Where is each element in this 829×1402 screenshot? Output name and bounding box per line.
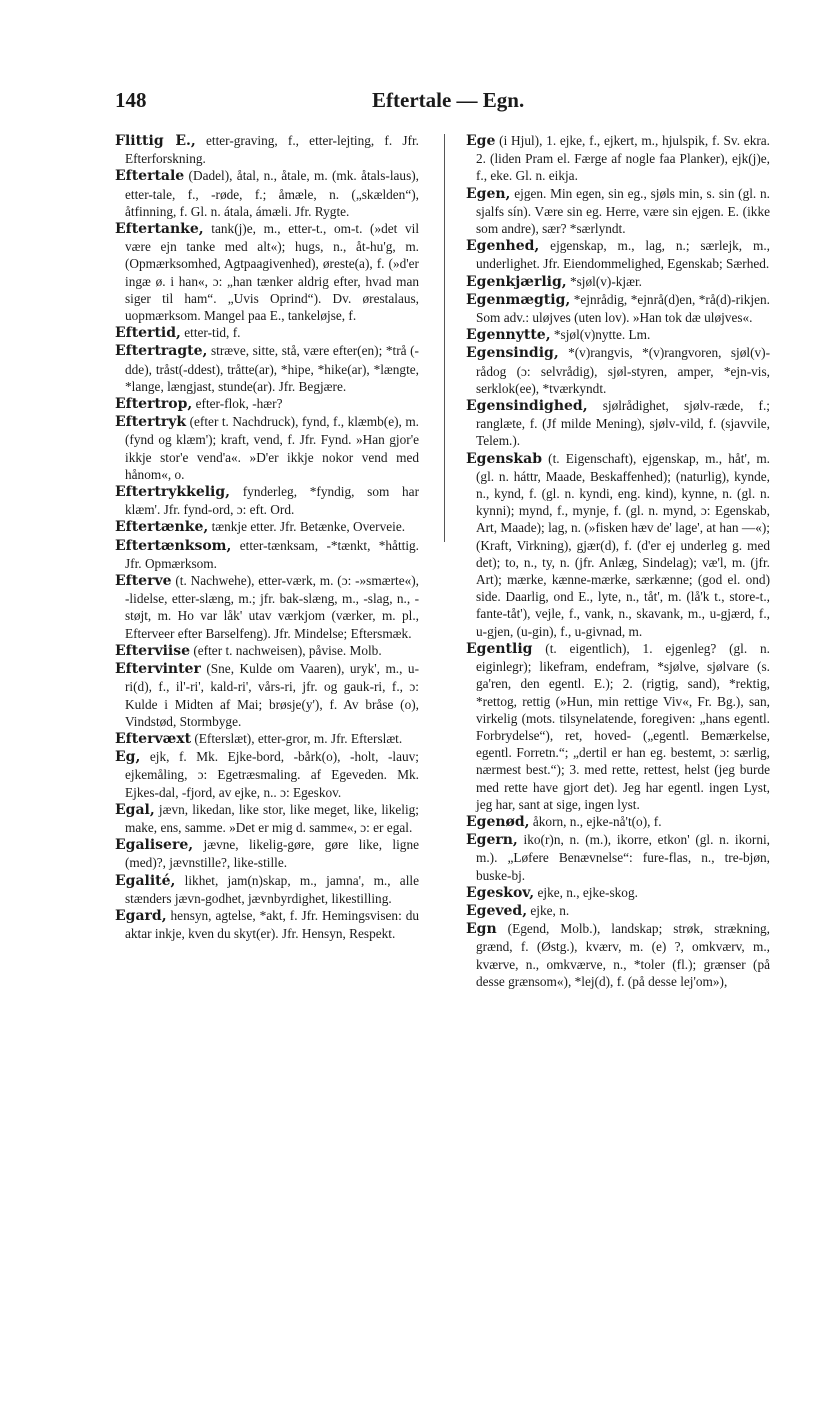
entry-headword: Egensindig,	[466, 345, 559, 362]
dictionary-entry	[466, 884, 770, 902]
entry-headword: Egalité,	[115, 872, 176, 889]
entry-definition: ejgenskap, m., lag, n.; særlejk, m., underlighet. Jfr. Eiendommelighed, Egenskab; Særhed.	[476, 238, 770, 272]
entry-definition: etter-tænksam, -*tænkt, *håttig. Jfr. Opmærksom.	[125, 537, 420, 571]
entry-headword: Eg,	[115, 749, 141, 766]
entry-definition: etter-tid, f.	[184, 325, 241, 341]
page-number: 148	[115, 88, 147, 112]
dictionary-entry	[466, 185, 770, 238]
entry-definition: (efter t. Nachdruck), fynd, f., klæmb(e), m. (fynd og klæm'); kraft, vend, f. Jfr. Fynd. »Han gjor'e ikkje stor'e vend'a«. »D'er ikkje nokor vend med hånom«, o.	[125, 414, 419, 482]
entry-definition: likhet, jam(n)skap, m., jamna', m., alle stænders jævn-godhet, jævnbyrdighet, likestilling.	[125, 872, 419, 906]
entry-headword: Egenkjærlig,	[466, 273, 567, 290]
dictionary-entry	[466, 237, 770, 272]
dictionary-entry	[466, 640, 770, 813]
dictionary-entry	[466, 831, 770, 884]
entry-definition: *ejnrådig, *ejnrå(d)en, *rå(d)-rikjen. Som adv.: uløjves (uten lov). »Han tok dæ uløjves«.	[476, 291, 770, 326]
entry-definition: ejke, n.	[530, 902, 570, 918]
entry-definition: (Efterslæt), etter-gror, m. Jfr. Efterslæt.	[194, 730, 403, 746]
entry-headword: Efterviise	[115, 642, 191, 659]
entry-headword: Eftertale	[115, 168, 185, 185]
entry-definition: (Egend, Molb.), landskap; strøk, strækning, grænd, f. (Østg.), kværv, m. (e) ?, omkværv, m., kværve, n., omkværve, n., *toler (fl.); grænser (på desse grænsom«), *lej(d), f. (på desse lej'om»),	[476, 921, 770, 989]
entry-definition: tank(j)e, m., etter-t., om-t. (»det vil være ejn tanke med alt«); hugs, n., åt-hu'g, m. (Opmærksomhed, Agtpaagivenhed), øreste(a), f. (»d'er ingæ ø. i han«, ɔ: „han tænker aldrig efter, hvad man siger til ham“. „Uvis Oprind“). Dv. ørestalaus, uopmærksom. Mangel paa E., tankeløjse, f.	[125, 221, 420, 324]
entry-definition: åkorn, n., ejke-nå't(o), f.	[532, 813, 662, 829]
dictionary-entry	[115, 342, 419, 395]
dictionary-entry	[115, 537, 419, 572]
entry-definition: ejgen. Min egen, sin eg., sjøls min, s. sin (gl. n. sjalfs sín). Være sin eg. Herre, være sin ejgen. E. (ikke som andre), sær? *særlyndt.	[476, 185, 770, 237]
entry-headword: Egenskab	[466, 450, 542, 467]
entry-headword: Egensindighed,	[466, 398, 588, 415]
dictionary-entry	[115, 730, 419, 748]
dictionary-entry	[115, 132, 419, 167]
dictionary-entry	[115, 413, 419, 483]
dictionary-entry	[115, 518, 419, 536]
entry-definition: (t. Nachwehe), etter-værk, m. (ɔ: -»smærte«), -lidelse, etter-slæng, m.; jfr. bak-slæng, m., -slag, n., -støjt, m. Ho var låk' utav værkjom (værker, m. pl., Efterveer efter Barselfeng). Jfr. Mindelse; Eftersmæk.	[125, 573, 419, 641]
entry-definition: hensyn, agtelse, *akt, f. Jfr. Hemingsvisen: du aktar inkje, kven du skyt(er). Jfr. Hensyn, Respekt.	[125, 907, 420, 942]
dictionary-entry	[115, 642, 419, 660]
entry-headword: Ege	[466, 133, 496, 149]
entry-definition: sjølrådighet, sjølv-ræde, f.; ranglæte, f. (Jf milde Mening), sjølv-vild, f. (sjavvile, Telem.).	[476, 398, 770, 449]
entry-definition: (efter t. nachweisen), påvise. Molb.	[193, 642, 382, 658]
dictionary-entry	[115, 836, 419, 871]
entry-definition: tænkje etter. Jfr. Betænke, Overveie.	[211, 519, 406, 535]
right-column	[466, 132, 770, 990]
entry-definition: (t. Eigenschaft), ejgenskap, m., håt', m. (gl. n. háttr, Maade, Beskaffenhed); (naturlig), kynde, n., kynd, f. (gl. n. kyndi, eng. kind), kynne, n. (gl. n. kynni); mynd, f., mynje, f. (gl. n. mynd, ɔ: Egenskab, Art, Maade); lag, n. (»fisken hæv de' lage', at han —«); (Kraft, Virkning), gjær(d), f. (d'er ej underleg g. med det); to, n., ty, n. (jfr. Anlæg, Sindelag); væ'l, m. (jfr. Art); mærke, kænne-mærke, særkænne; (god el. ond) side. Daarlig, ond E., lyte, n., tåt', m. (lå'k t., store-t., fante-tåt'), vejle, f., vank, n., skavank, m., u-gjærd, f., u-gjen, (u-gin), f., u-givnad, m.	[476, 450, 770, 639]
entry-definition: fynderleg, *fyndig, som har klæm'. Jfr. fynd-ord, ɔ: eft. Ord.	[125, 484, 419, 518]
dictionary-entry	[466, 291, 770, 326]
left-column	[115, 132, 419, 942]
entry-headword: Egen,	[466, 185, 511, 202]
dictionary-entry	[115, 801, 419, 836]
entry-definition: (i Hjul), 1. ejke, f., ejkert, m., hjulspik, f. Sv. ekra. 2. (liden Pram el. Færge af nogle faa Planker), ejk(j)e, f., eke. Gl. n. eikja.	[476, 133, 770, 184]
entry-headword: Egennytte,	[466, 327, 551, 344]
entry-headword: Egenød,	[466, 813, 530, 830]
entry-headword: Eftertrop,	[115, 396, 193, 413]
entry-headword: Egenmægtig,	[466, 291, 571, 308]
dictionary-entry	[466, 273, 770, 291]
entry-headword: Eftertænksom,	[115, 537, 232, 554]
entry-headword: Efterve	[115, 573, 172, 590]
dictionary-entry	[466, 397, 770, 450]
entry-headword: Egeskov,	[466, 884, 535, 901]
entry-headword: Eftertænke,	[115, 519, 209, 536]
entry-headword: Egeved,	[466, 902, 528, 919]
entry-headword: Egal,	[115, 801, 155, 818]
entry-definition: etter-graving, f., etter-lejting, f. Jfr. Efterforskning.	[125, 133, 419, 167]
dictionary-entry	[115, 660, 419, 730]
entry-headword: Egard,	[115, 907, 167, 924]
dictionary-entry	[115, 220, 419, 324]
entry-definition: efter-flok, -hær?	[195, 396, 283, 412]
entry-definition: (Sne, Kulde om Vaaren), uryk', m., u-ri(d), f., il'-ri', kald-ri', vårs-ri, jfr. og gauk-ri, f., ɔ: Kulde i Midten af Mai; brøsje(y'), f. Av bråse (o), Vindstød, Stormbyge.	[125, 661, 420, 729]
dictionary-entry	[466, 132, 770, 185]
dictionary-entry	[466, 326, 770, 344]
entry-headword: Egenhed,	[466, 238, 540, 255]
entry-headword: Eftertryk	[115, 414, 187, 431]
dictionary-entry	[115, 167, 419, 220]
dictionary-entry	[466, 902, 770, 920]
entry-definition: jævn, likedan, like stor, like meget, like, likelig; make, ens, samme. »Det er mig d. samme«, ɔ: er egal.	[125, 801, 419, 835]
entry-definition: *sjøl(v)nytte. Lm.	[553, 327, 651, 343]
entry-definition: *(v)rangvis, *(v)rangvoren, sjøl(v)-rådog (ɔ: selvrådig), sjøl-styren, amper, *ejn-vis, serklok(ee), *tværkyndt.	[476, 345, 771, 396]
dictionary-entry	[115, 872, 419, 907]
entry-definition: stræve, sitte, stå, være efter(en); *trå (-dde), tråst(-ddest), tråtte(ar), *hipe, *hike(ar), *længte, *lange, længjast, stunde(ar). Jfr. Begjære.	[125, 343, 419, 394]
running-head: Eftertale — Egn.	[372, 88, 525, 112]
entry-headword: Eftervinter	[115, 661, 201, 678]
column-divider	[444, 134, 445, 542]
entry-headword: Egern,	[466, 832, 518, 849]
dictionary-entry	[466, 450, 770, 640]
entry-definition: jævne, likelig-gøre, gøre like, ligne (med)?, jævnstille?, like-stille.	[125, 837, 419, 871]
dictionary-entry	[466, 813, 770, 831]
entry-definition: *sjøl(v)-kjær.	[569, 273, 642, 289]
entry-headword: Egn	[466, 921, 497, 938]
entry-definition: (Dadel), åtal, n., åtale, m. (mk. åtals-laus), etter-tale, f., -røde, f.; åmæle, n. („skælden“), åtfinning, f. Gl. n. átala, ámæli. Jfr. Rygte.	[125, 168, 420, 219]
entry-headword: Eftertrykkelig,	[115, 484, 231, 501]
dictionary-entry	[115, 324, 419, 342]
page-header	[0, 88, 829, 116]
dictionary-entry	[466, 920, 770, 990]
entry-definition: ejk, f. Mk. Ejke-bord, -bårk(o), -holt, -lauv; ejkemåling, ɔ: Egetræsmaling. af Egeveden. Mk. Ejkes-dal, -fjord, av ejke, n.. ɔ: Egeskov.	[125, 749, 419, 800]
dictionary-entry	[115, 748, 419, 801]
dictionary-entry	[115, 395, 419, 413]
entry-definition: ejke, n., ejke-skog.	[537, 884, 638, 900]
dictionary-entry	[466, 344, 770, 397]
entry-headword: Eftertragte,	[115, 343, 208, 360]
entry-headword: Egalisere,	[115, 837, 194, 854]
entry-headword: Eftertanke,	[115, 221, 204, 238]
entry-headword: Flittig E.,	[115, 133, 196, 149]
dictionary-entry	[115, 907, 419, 942]
entry-headword: Eftervæxt	[115, 730, 192, 747]
entry-headword: Eftertid,	[115, 325, 181, 342]
dictionary-entry	[115, 572, 419, 642]
entry-headword: Egentlig	[466, 640, 533, 657]
entry-definition: iko(r)n, n. (m.), ikorre, etkon' (gl. n. ikorni, m.). „Løfere Benævnelse“: fure-flas, n., tre-bjøn, buske-bj.	[476, 832, 770, 883]
dictionary-entry	[115, 483, 419, 518]
entry-definition: (t. eigentlich), 1. ejgenleg? (gl. n. eiginlegr); likefram, endefram, *sjølve, sjølvare (s. ga'ren, den egentl. E.); 2. (rigtig, sand), *rektig, *rettog, rettig (»Hun, min rettige Viv«, Fr. Bg.), san, virkelig (mots. tilsynelatende, foregiven: „hans egentl. Forbrydelse“), ret, hoved- („egentl. Bemærkelse, egentl. Forretn.“; „dertil er han eg. bestemt, ɔ: særlig, nærmest best.“); 3. med rette, rettest, helst (jeg burde med rette have gjort det). Jeg har egentl. ingen Lyst, jeg har, sant at sige, ingen lyst.	[476, 640, 770, 812]
